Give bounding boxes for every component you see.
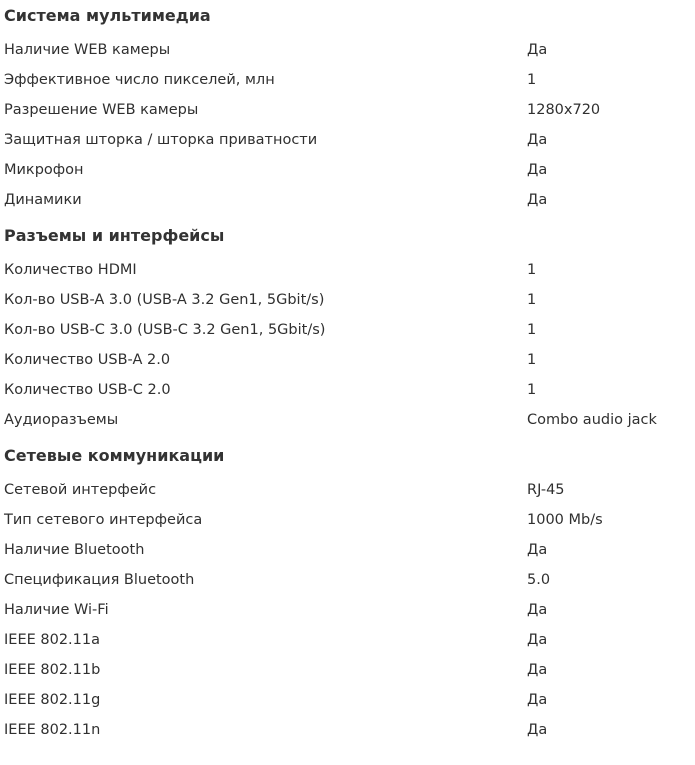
- spec-label: Разрешение WEB камеры: [4, 102, 199, 118]
- section-title: Разъемы и интерфейсы: [4, 226, 225, 245]
- spec-value: Да: [527, 692, 548, 708]
- spec-value: Да: [527, 192, 548, 208]
- spec-label: Тип сетевого интерфейса: [4, 512, 203, 528]
- section-ports-interfaces: [4, 220, 695, 440]
- spec-value: Да: [527, 132, 548, 148]
- spec-rows: [4, 260, 695, 440]
- spec-value: 1: [527, 262, 537, 278]
- spec-row: [4, 480, 695, 510]
- spec-label: Сетевой интерфейс: [4, 482, 157, 498]
- spec-value: 5.0: [527, 572, 551, 588]
- spec-row: [4, 720, 695, 750]
- spec-row: [4, 260, 695, 290]
- spec-row: [4, 190, 695, 220]
- spec-value: RJ-45: [527, 482, 565, 498]
- spec-value: Да: [527, 42, 548, 58]
- spec-label: Кол-во USB-A 3.0 (USB-A 3.2 Gen1, 5Gbit/s): [4, 292, 325, 308]
- spec-rows: [4, 480, 695, 750]
- spec-row: [4, 410, 695, 440]
- spec-label: Количество USB-A 2.0: [4, 352, 171, 368]
- spec-row: [4, 160, 695, 190]
- spec-value: Да: [527, 602, 548, 618]
- spec-value: 1000 Mb/s: [527, 512, 603, 528]
- spec-label: Наличие WEB камеры: [4, 42, 171, 58]
- spec-value: 1: [527, 322, 537, 338]
- spec-label: Эффективное число пикселей, млн: [4, 72, 275, 88]
- section-multimedia: [4, 0, 695, 220]
- spec-row: [4, 570, 695, 600]
- spec-label: Аудиоразъемы: [4, 412, 119, 428]
- spec-value: 1: [527, 292, 537, 308]
- spec-label: Количество HDMI: [4, 262, 137, 278]
- section-network: [4, 440, 695, 750]
- spec-row: [4, 100, 695, 130]
- spec-rows: [4, 40, 695, 220]
- spec-value: 1280x720: [527, 102, 601, 118]
- spec-row: [4, 510, 695, 540]
- spec-label: Наличие Wi-Fi: [4, 602, 109, 618]
- section-title: Система мультимедиа: [4, 6, 211, 25]
- spec-value: 1: [527, 382, 537, 398]
- spec-row: [4, 290, 695, 320]
- spec-row: [4, 130, 695, 160]
- spec-label: Микрофон: [4, 162, 84, 178]
- spec-row: [4, 690, 695, 720]
- spec-value: Да: [527, 662, 548, 678]
- spec-row: [4, 40, 695, 70]
- spec-row: [4, 70, 695, 100]
- spec-label: Защитная шторка / шторка приватности: [4, 132, 318, 148]
- spec-label: IEEE 802.11b: [4, 662, 101, 678]
- spec-value: Да: [527, 162, 548, 178]
- spec-row: [4, 350, 695, 380]
- spec-label: IEEE 802.11a: [4, 632, 100, 648]
- spec-label: Спецификация Bluetooth: [4, 572, 195, 588]
- spec-label: IEEE 802.11g: [4, 692, 101, 708]
- spec-row: [4, 320, 695, 350]
- spec-label: Динамики: [4, 192, 82, 208]
- spec-label: IEEE 802.11n: [4, 722, 101, 738]
- section-title: Сетевые коммуникации: [4, 446, 225, 465]
- spec-value: Combo audio jack: [527, 412, 657, 428]
- spec-row: [4, 600, 695, 630]
- spec-label: Количество USB-C 2.0: [4, 382, 171, 398]
- spec-value: Да: [527, 542, 548, 558]
- spec-value: Да: [527, 722, 548, 738]
- spec-row: [4, 380, 695, 410]
- spec-label: Наличие Bluetooth: [4, 542, 145, 558]
- spec-row: [4, 660, 695, 690]
- spec-value: 1: [527, 72, 537, 88]
- spec-row: [4, 630, 695, 660]
- spec-value: 1: [527, 352, 537, 368]
- spec-value: Да: [527, 632, 548, 648]
- specifications-list: [4, 0, 695, 750]
- spec-label: Кол-во USB-C 3.0 (USB-C 3.2 Gen1, 5Gbit/s): [4, 322, 326, 338]
- spec-row: [4, 540, 695, 570]
